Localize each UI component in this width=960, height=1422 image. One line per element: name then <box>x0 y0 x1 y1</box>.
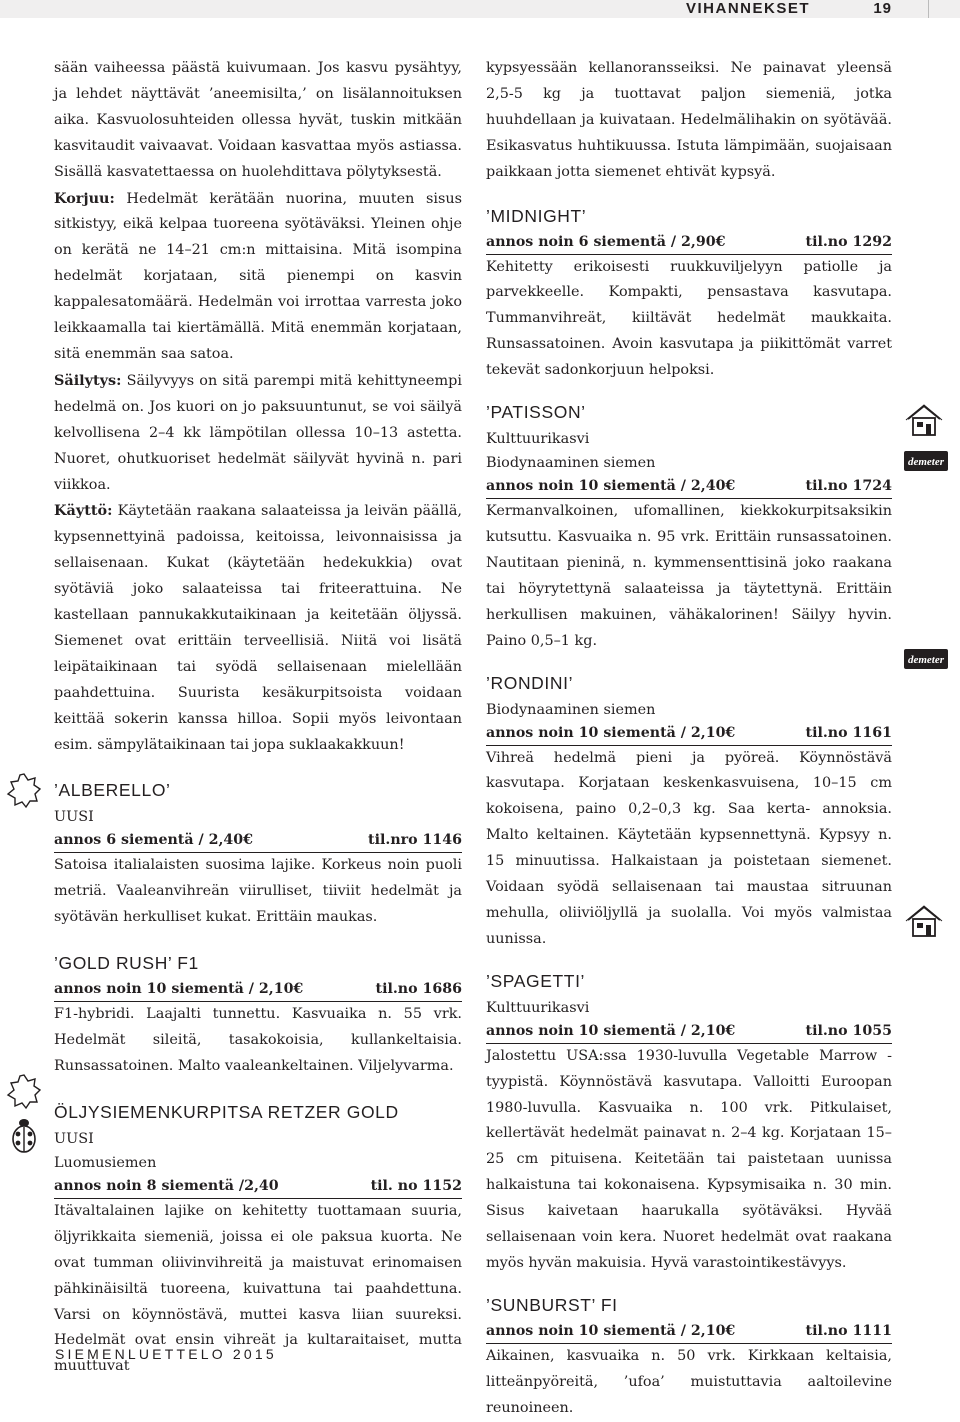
variety-price-row <box>54 829 462 853</box>
storage-text: Säilyvyys on sitä parempi mitä kehittyneempi hedelmä on. Jos kuori on jo paksuuntunut, se voi säilyä kelvollisena 2–4 kk lämpötilan ollessa 10–13 astetta. Nuoret, ohutkuoriset hedelmät säilyvät hyvinä n. pari viikkoa. <box>54 372 462 493</box>
variety-patisson <box>486 398 892 654</box>
variety-tag: UUSI <box>54 1130 94 1147</box>
variety-name: ’SUNBURST’ FI <box>486 1294 618 1315</box>
variety-tag: Biodynaaminen siemen <box>486 701 656 718</box>
left-column <box>54 56 462 1380</box>
variety-price-row <box>54 1175 462 1199</box>
harvest-paragraph <box>54 186 462 368</box>
section-title: VIHANNEKSET <box>685 0 810 17</box>
variety-price: annos noin 10 siementä / 2,10€ <box>54 981 304 998</box>
demeter-logo-text: demeter <box>907 456 945 468</box>
variety-sunburst <box>486 1291 892 1422</box>
heritage-house-icon <box>904 402 944 438</box>
variety-price-row <box>486 475 892 499</box>
variety-description: Jalostettu USA:ssa 1930-luvulla Vegetable Marrow -tyypistä. Köynnöstävä kasvutapa. Valloitti Euroopan 1980-luvulla. Kasvuaika n. 100 vrk. Pitkulaiset, kellertävät hedelmät painavat n. 2–4 kg. Korjataan 15–25 cm pituisena. Keitetään tai paistetaan uunissa halkaistuna tai kokonaisena. Kypsymisaika n. 30 min. Sisus kaivetaan haarukalla syötäväksi. Hyvää sellaisenaan voin kera. Nuoret hedelmät ovat raakana myös hyvän makuisia. Hyvä varastointikestävyys. <box>486 1047 892 1271</box>
variety-name: ’SPAGETTI’ <box>486 970 586 991</box>
variety-description: Satoisa italialaisten suosima lajike. Korkeus noin puoli metriä. Vaaleanvihreän viirulliset, tiiviit hedelmät ja syötävän herkulliset kukat. Erittäin maukas. <box>54 857 462 926</box>
heritage-house-icon <box>904 903 944 939</box>
variety-price: annos noin 8 siementä /2,40 <box>54 1177 279 1194</box>
variety-price-row <box>54 978 462 1002</box>
variety-name: ’GOLD RUSH’ F1 <box>54 953 199 974</box>
variety-name: ’ALBERELLO’ <box>54 780 171 801</box>
variety-price: annos noin 6 siementä / 2,90€ <box>486 233 726 250</box>
variety-description: Aikainen, kasvuaika n. 50 vrk. Kirkkaan keltaisia, litteänpyöreitä, ’ufoa’ muistuttavia aaltoilevine reunoineen. <box>486 1347 892 1416</box>
variety-name: ’RONDINI’ <box>486 672 574 693</box>
demeter-logo-icon <box>904 647 948 671</box>
use-text: Käytetään raakana salaateissa ja leivän päällä, kypsennettyinä padoissa, keitoissa, leivonnaisissa ja sellaisenaan. Kukat (käytetään hedekukkia) ovat syötäviä joko salaateissa tai friteerattuina. Ne kastellaan pannukakkutaikinaan ja keitetään öljyssä. Siemenet ovat erittäin terveellisiä. Niitä voi lisätä leipätaikinaan tai syödä sellaisenaan mielellään paahdettuina. Suurista kesäkurpitsoista voidaan keittää sokerin kanssa hilloa. Sopii myös leivontaan esim. sämpylätaikinaan tai jopa suklaakakkuun! <box>54 503 462 753</box>
header-band <box>0 0 960 18</box>
variety-code: til. no 1152 <box>370 1177 462 1194</box>
demeter-logo-text: demeter <box>907 654 945 666</box>
new-badge-icon <box>6 1073 42 1111</box>
variety-name: ÖLJYSIEMENKURPITSA RETZER GOLD <box>54 1101 399 1122</box>
variety-spagetti <box>486 967 892 1277</box>
variety-description: Itävaltalainen lajike on kehitetty tuottamaan suuria, öljyrikkaita siemeniä, joissa ei ole paksua kuorta. Ne ovat tumman oliivinvihreitä ja maistuvat erinomaisen pähkinäisiltä tuoreena, kuivattuna tai paahdettuna. Varsi on köynnöstävä, muttei kasva liian suureksi. Hedelmät ovat ensin vihreät ja kultaraitaiset, mutta muuttuvat <box>54 1202 462 1375</box>
variety-price-row <box>486 722 892 746</box>
variety-tag: Kulttuurikasvi <box>486 999 590 1016</box>
page-footer: SIEMENLUETTELO 2015 <box>55 1346 277 1362</box>
intro-paragraph: kypsyessään kellanoransseiksi. Ne painavat yleensä 2,5-5 kg ja tuottavat paljon siemeniä, jotka huuhdellaan ja kuivataan. Hedelmälihakin on syötävää. Esikasvatus huhtikuussa. Istuta lämpimään, suojaisaan paikkaan jotta siemenet ehtivät kypsyä. <box>486 60 892 180</box>
page-number: 19 <box>873 0 892 17</box>
variety-price-row <box>486 231 892 255</box>
storage-paragraph <box>54 368 462 499</box>
variety-code: til.no 1292 <box>805 233 892 250</box>
variety-code: til.nro 1146 <box>368 832 462 849</box>
variety-retzer-gold <box>54 1098 462 1380</box>
variety-midnight <box>486 202 892 385</box>
new-badge-icon <box>6 772 42 810</box>
variety-price-row <box>486 1320 892 1344</box>
variety-description: Kermanvalkoinen, ufomallinen, kiekkokurpitsaksikin kutsuttu. Kasvuaika n. 95 vrk. Erittäin runsassatoinen. Nautitaan pieninä, n. kymmensenttisinä joko raakana tai höyrytettynä salaateissa ja täytettynä. Erittäin herkullisen makuinen, vähäkalorinen! Säilyy hyvin. Paino 0,5–1 kg. <box>486 503 892 649</box>
variety-price-row <box>486 1020 892 1044</box>
harvest-text: Hedelmät kerätään nuorina, muuten sisus sitkistyy, eikä kelpaa tuoreena syötäväksi. Yleinen ohje on kerätä ne 14–21 cm:n mittaisina. Mitä isompina hedelmät korjataan, sitä pienempi on kasvin kappalesatomäärä. Hedelmän voi irrottaa varresta joko leikkaamalla tai kiertämällä. Mitä enemmän korjataan, sitä enemmän saa satoa. <box>54 190 462 362</box>
storage-label: Säilytys: <box>54 371 122 389</box>
variety-description: F1-hybridi. Laajalti tunnettu. Kasvuaika n. 55 vrk. Hedelmät sileitä, tasakokoisia, kullankeltaisia. Runsassatoinen. Malto vaaleankeltainen. Viljelyvarma. <box>54 1006 462 1074</box>
variety-code: til.no 1724 <box>805 478 892 495</box>
demeter-logo-icon <box>904 449 948 473</box>
variety-tag: Kulttuurikasvi <box>486 431 590 448</box>
variety-tag: Luomusiemen <box>54 1154 157 1171</box>
intro-paragraph: sään vaiheessa päästä kuivumaan. Jos kasvu pysähtyy, ja lehdet näyttävät ’aneemisilta,’ on lisälannoituksen aika. Kasvuolosuhteiden ollessa hyvät, tuskin mitkään kasvitaudit vaivaavat. Voidaan kasvattaa myös astiassa. Sisällä kasvatettaessa on huolehdittava pölytyksestä. <box>54 60 462 180</box>
variety-price: annos noin 10 siementä / 2,40€ <box>486 478 736 495</box>
variety-description: Vihreä hedelmä pieni ja pyöreä. Köynnöstävä kasvutapa. Korjataan keskenkasvuisena, 10–15 cm kokoisena, paino 0,2–0,3 kg. Saa kerta- annoksia. Malto keltainen. Käytetään kypsennettynä. Kypsyy n. 15 minuutissa. Halkaistaan ja poistetaan siemenet. Voidaan syödä sellaisenaan tai maustaa sitruunan mehulla, oliiviöljyllä ja suolalla. Voi myös valmistaa uunissa. <box>486 749 892 947</box>
variety-name: ’PATISSON’ <box>486 402 586 423</box>
variety-price: annos 6 siementä / 2,40€ <box>54 832 254 849</box>
variety-code: til.no 1686 <box>375 981 462 998</box>
variety-alberello <box>54 776 462 931</box>
use-paragraph <box>54 498 462 758</box>
variety-rondini <box>486 669 892 953</box>
variety-price: annos noin 10 siementä / 2,10€ <box>486 1322 736 1339</box>
variety-tag: UUSI <box>54 809 94 826</box>
use-label: Käyttö: <box>54 502 113 520</box>
variety-description: Kehitetty erikoisesti ruukkuviljelyyn patiolle ja parvekkeelle. Kompakti, pensastava kasvutapa. Tummanvihreät, kiiltävät hedelmät maukkaita. Runsassatoinen. Avoin kasvutapa ja piikittömät varret tekevät sadonkorjuun helpoksi. <box>486 258 892 379</box>
ladybug-icon <box>10 1118 38 1154</box>
variety-name: ’MIDNIGHT’ <box>486 205 587 226</box>
page-header <box>0 0 960 18</box>
right-column <box>486 56 892 1422</box>
header-divider <box>928 0 929 18</box>
harvest-label: Korjuu: <box>54 189 115 207</box>
variety-code: til.no 1161 <box>805 724 892 741</box>
variety-tag: Biodynaaminen siemen <box>486 455 656 472</box>
variety-code: til.no 1111 <box>805 1322 892 1339</box>
variety-gold-rush <box>54 949 462 1080</box>
variety-price: annos noin 10 siementä / 2,10€ <box>486 724 736 741</box>
variety-code: til.no 1055 <box>805 1022 892 1039</box>
variety-price: annos noin 10 siementä / 2,10€ <box>486 1022 736 1039</box>
